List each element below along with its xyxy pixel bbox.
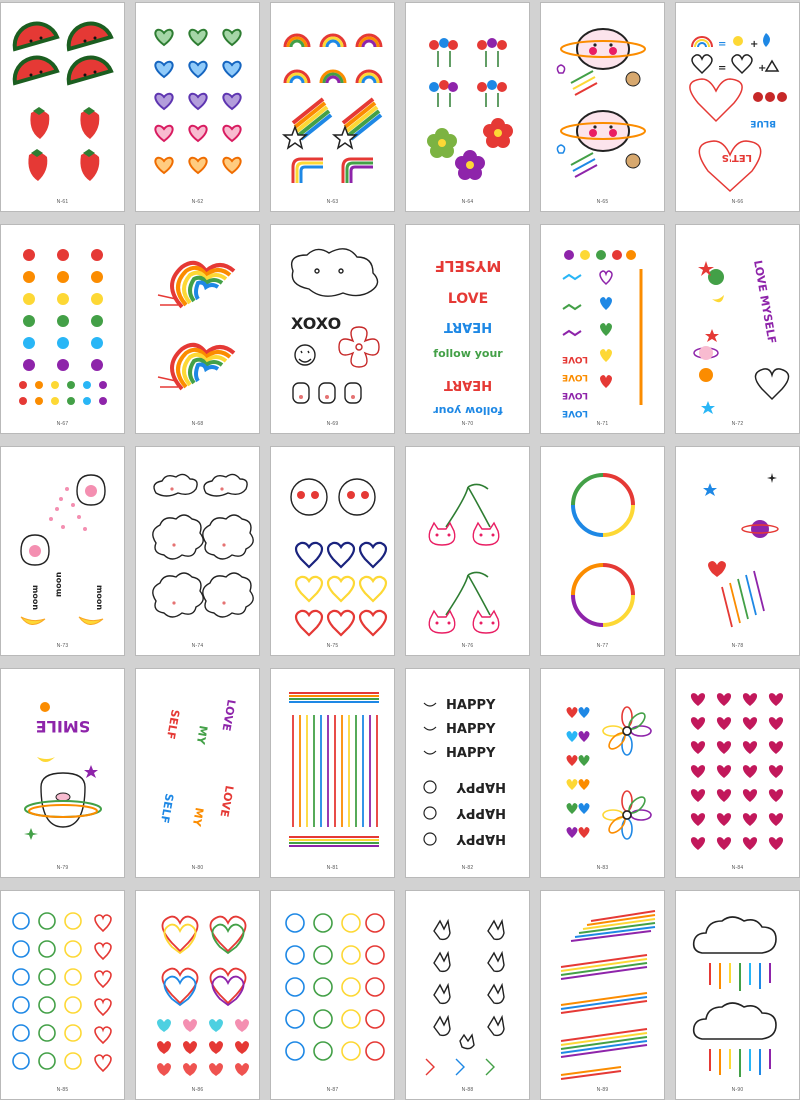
cloud-stickers [136, 447, 260, 656]
sticker-code: N-85 [56, 1087, 69, 1093]
sticker-code: N-65 [596, 199, 609, 205]
paw-moon-stickers [1, 447, 125, 656]
svg-text:XOXO: XOXO [291, 314, 342, 333]
sticker-code: N-70 [461, 421, 474, 427]
blue-text: BLUE [750, 118, 776, 128]
sticker-code: N-89 [596, 1087, 609, 1093]
sticker-card[interactable] [135, 2, 260, 212]
sticker-code: N-62 [191, 199, 204, 205]
sticker-card[interactable] [135, 668, 260, 878]
space-love-stickers [676, 225, 800, 434]
sticker-card[interactable] [540, 224, 665, 434]
love-text: LOVE [447, 291, 489, 307]
sticker-code: N-61 [56, 199, 69, 205]
love-text-4: LOVE [562, 408, 588, 418]
sticker-card[interactable] [0, 668, 125, 878]
heart-text: HEART [443, 319, 493, 334]
flower-heart-stickers [541, 669, 665, 878]
sticker-card[interactable] [270, 2, 395, 212]
sticker-card[interactable] [675, 224, 800, 434]
cherry-cat-stickers [406, 447, 530, 656]
sticker-code: N-86 [191, 1087, 204, 1093]
rainbow-heart-text-stickers [676, 3, 800, 212]
sticker-code: N-69 [326, 421, 339, 427]
sticker-code: N-75 [326, 643, 339, 649]
sticker-card[interactable] [270, 446, 395, 656]
sticker-card[interactable] [270, 668, 395, 878]
sticker-card[interactable] [405, 224, 530, 434]
sticker-code: N-67 [56, 421, 69, 427]
sticker-card[interactable] [0, 2, 125, 212]
rainbow-line-stickers [271, 669, 395, 878]
sticker-code: N-90 [731, 1087, 744, 1093]
sticker-card[interactable] [675, 2, 800, 212]
smile-text: SMILE [35, 717, 91, 736]
sticker-code: N-63 [326, 199, 339, 205]
love-text: LOVE [562, 354, 588, 364]
rainbow-ring-stickers [541, 447, 665, 656]
sticker-card[interactable] [405, 446, 530, 656]
rainbow-dot-stickers [1, 225, 125, 434]
rainbow-heart-stickers [136, 225, 260, 434]
sticker-code: N-76 [461, 643, 474, 649]
svg-text:+: + [750, 39, 759, 50]
smiley-circle-stickers [1, 891, 125, 1100]
space-heart-stickers [676, 447, 800, 656]
bear-line-stickers [271, 225, 395, 434]
sticker-card[interactable] [675, 890, 800, 1100]
sticker-code: N-66 [731, 199, 744, 205]
follow-text: follow your [433, 347, 503, 360]
sticker-code: N-71 [596, 421, 609, 427]
sticker-code: N-79 [56, 865, 69, 871]
my-text: MY [193, 724, 210, 746]
love-hearts-stickers [541, 225, 665, 434]
sticker-code: N-72 [731, 421, 744, 427]
sticker-code: N-73 [56, 643, 69, 649]
sticker-card[interactable] [270, 224, 395, 434]
moon-text-2: moon [95, 585, 104, 611]
hand-gesture-stickers [406, 891, 530, 1100]
sticker-card[interactable] [135, 890, 260, 1100]
love-text-3: LOVE [562, 390, 588, 400]
self-love-text-stickers [136, 669, 260, 878]
svg-text:=: = [718, 63, 727, 74]
love-text: LOVE [219, 698, 238, 732]
happy-text-6: HAPPY [456, 831, 506, 846]
sticker-code: N-82 [461, 865, 474, 871]
self-text-2: SELF [157, 792, 176, 825]
sticker-code: N-78 [731, 643, 744, 649]
sticker-code: N-81 [326, 865, 339, 871]
sticker-card[interactable] [0, 446, 125, 656]
planet-face-stickers [541, 3, 665, 212]
lets-text: LET'S [721, 152, 752, 163]
my-text-2: MY [189, 806, 206, 828]
rainbow-stickers [271, 3, 395, 212]
sticker-card[interactable] [540, 668, 665, 878]
happy-text-4: HAPPY [456, 779, 506, 794]
red-heart-stickers [676, 669, 800, 878]
sticker-code: N-88 [461, 1087, 474, 1093]
sticker-code: N-68 [191, 421, 204, 427]
pastel-hearts-stickers [136, 3, 260, 212]
moon-text: moon [31, 585, 40, 611]
sticker-code: N-83 [596, 865, 609, 871]
sticker-code: N-84 [731, 865, 744, 871]
love-myself-text: LOVE MYSELF [751, 259, 779, 345]
sticker-card[interactable] [405, 668, 530, 878]
love-text-2: LOVE [217, 784, 236, 818]
sticker-card[interactable] [0, 224, 125, 434]
sticker-code: N-87 [326, 1087, 339, 1093]
sticker-card[interactable] [405, 2, 530, 212]
rain-cloud-stickers [676, 891, 800, 1100]
sticker-card[interactable] [135, 224, 260, 434]
smile-pig-stickers [1, 669, 125, 878]
watermelon-strawberry-stickers [1, 3, 125, 212]
rainbow-outline-heart-stickers [136, 891, 260, 1100]
svg-text:+: + [758, 63, 767, 74]
diagonal-rainbow-stickers [541, 891, 665, 1100]
face-circle-stickers [271, 891, 395, 1100]
sticker-card[interactable] [405, 890, 530, 1100]
love-text-stickers [406, 225, 530, 434]
happy-text-5: HAPPY [456, 805, 506, 820]
happy-text-stickers [406, 669, 530, 878]
love-text-2: LOVE [562, 372, 588, 382]
sticker-card[interactable] [540, 446, 665, 656]
sticker-card[interactable] [540, 2, 665, 212]
svg-text:=: = [718, 39, 727, 50]
sticker-card[interactable] [270, 890, 395, 1100]
sticker-code: N-74 [191, 643, 204, 649]
myself-text: MYSELF [434, 257, 502, 275]
sticker-card[interactable] [675, 446, 800, 656]
heart-text-2: HEART [443, 377, 493, 392]
happy-text: HAPPY [446, 698, 496, 713]
sticker-card[interactable] [135, 446, 260, 656]
moon-text-3: moon [54, 571, 63, 597]
sticker-code: N-80 [191, 865, 204, 871]
follow-text-2: follow your [433, 404, 503, 417]
happy-text-3: HAPPY [446, 746, 496, 761]
happy-text-2: HAPPY [446, 722, 496, 737]
flower-stickers [406, 3, 530, 212]
sticker-code: N-77 [596, 643, 609, 649]
sticker-code: N-64 [461, 199, 474, 205]
self-text: SELF [163, 708, 182, 741]
face-heart-stickers [271, 447, 395, 656]
sticker-card[interactable] [540, 890, 665, 1100]
sticker-card[interactable] [675, 668, 800, 878]
sticker-card[interactable] [0, 890, 125, 1100]
